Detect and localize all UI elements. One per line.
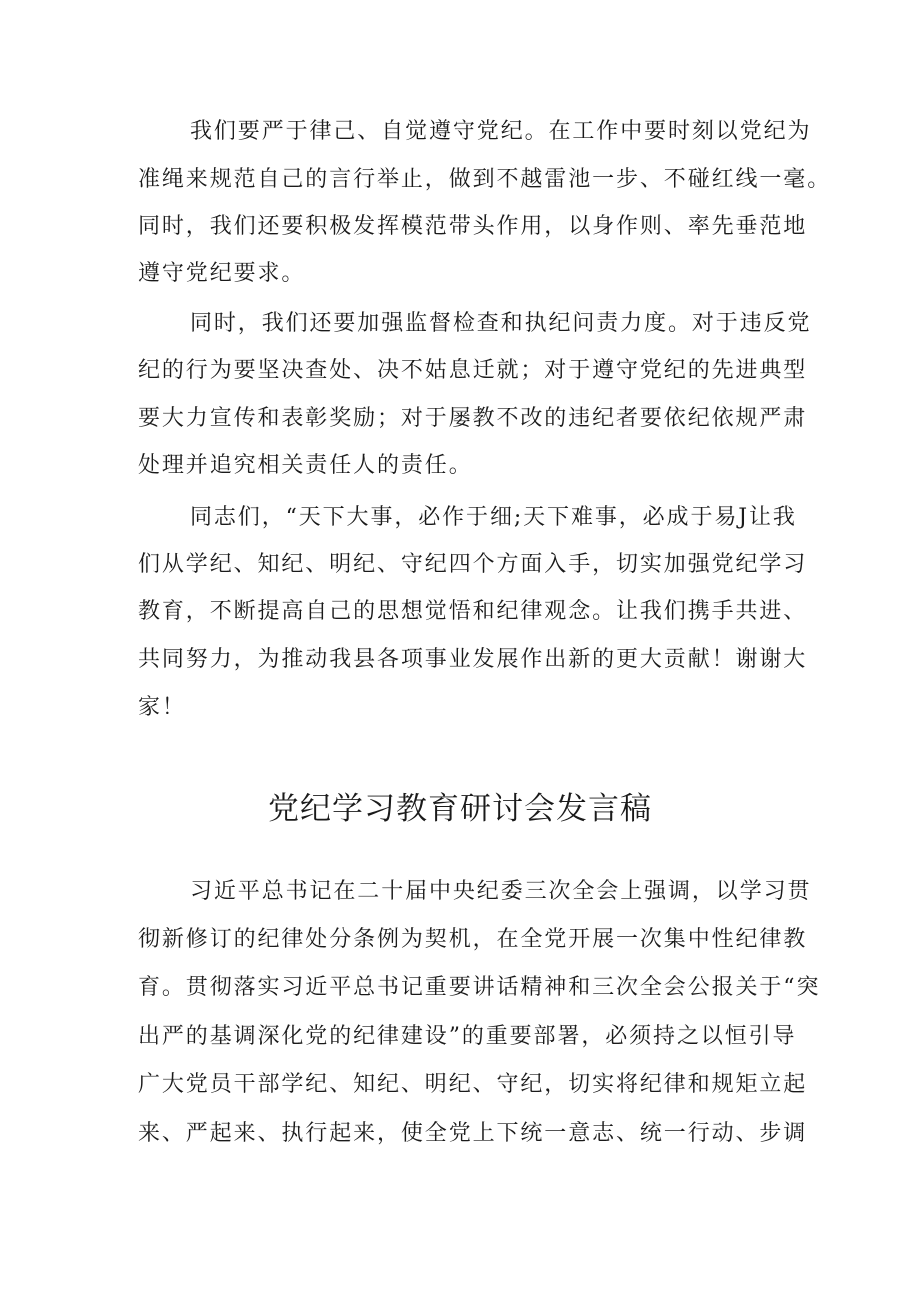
paragraph-line: 育。贯彻落实习近平总书记重要讲话精神和三次全会公报关于“突 <box>138 975 821 1000</box>
document-title: 党纪学习教育研讨会发言稿 <box>268 791 652 827</box>
paragraph-line: 彻新修订的纪律处分条例为契机，在全党开展一次集中性纪律教 <box>138 927 808 952</box>
paragraph-line: 们从学纪、知纪、明纪、守纪四个方面入手，切实加强党纪学习 <box>138 552 808 577</box>
paragraph-line: 同时，我们还要加强监督检查和执纪问责力度。对于违反党 <box>190 311 812 336</box>
paragraph-line: 要大力宣传和表彰奖励；对于屡教不改的违纪者要依纪依规严肃 <box>138 406 808 431</box>
paragraph-line: 同志们，“天下大事，必作于细;天下难事，必成于易J让我 <box>190 505 797 530</box>
paragraph-line: 习近平总书记在二十届中央纪委三次全会上强调，以学习贯 <box>190 879 812 904</box>
paragraph-line: 我们要严于律己、自觉遵守党纪。在工作中要时刻以党纪为 <box>190 119 812 144</box>
paragraph-line: 教育，不断提高自己的思想觉悟和纪律观念。让我们携手共进、 <box>138 599 808 624</box>
paragraph-line: 共同努力，为推动我县各项事业发展作出新的更大贡献！谢谢大 <box>138 647 808 672</box>
paragraph-line: 广大党员干部学纪、知纪、明纪、守纪，切实将纪律和规矩立起 <box>138 1072 808 1097</box>
paragraph-line: 纪的行为要坚决查处、决不姑息迁就；对于遵守党纪的先进典型 <box>138 358 808 383</box>
paragraph-line: 出严的基调深化党的纪律建设”的重要部署，必须持之以恒引导 <box>138 1024 797 1049</box>
paragraph-line: 家！ <box>138 695 186 720</box>
paragraph-line: 同时，我们还要积极发挥模范带头作用，以身作则、率先垂范地 <box>138 214 808 239</box>
paragraph-line: 准绳来规范自己的言行举止，做到不越雷池一步、不碰红线一毫。 <box>138 167 832 192</box>
paragraph-line: 遵守党纪要求。 <box>138 261 306 286</box>
paragraph-line: 处理并追究相关责任人的责任。 <box>138 453 473 478</box>
paragraph-line: 来、严起来、执行起来，使全党上下统一意志、统一行动、步调 <box>138 1121 808 1146</box>
